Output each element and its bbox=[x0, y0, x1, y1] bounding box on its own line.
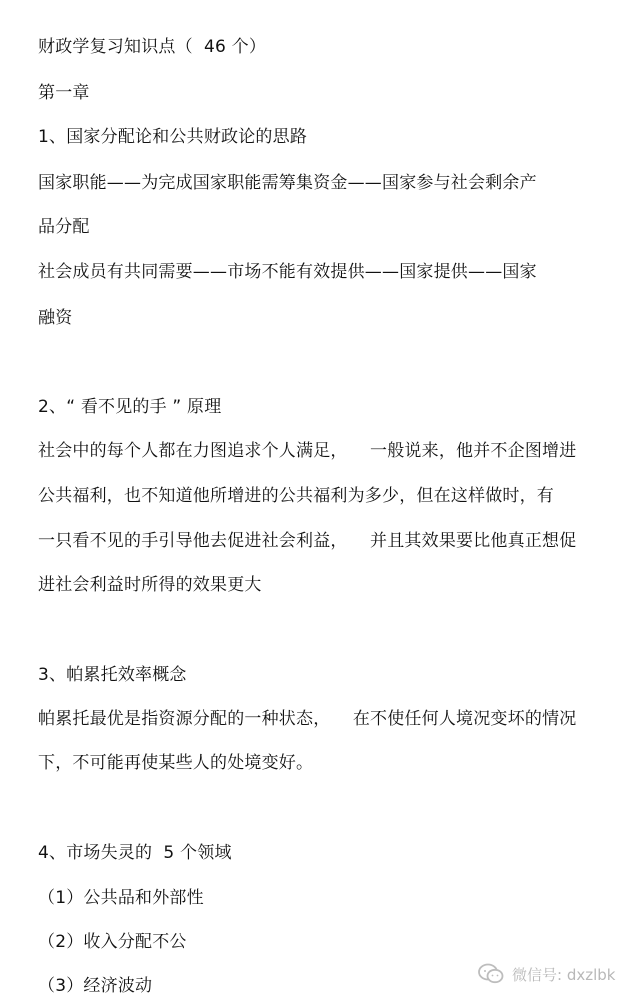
paragraph-line: 帕累托最优是指资源分配的一种状态， 在不使任何人境况变坏的情况 bbox=[38, 709, 577, 729]
watermark-text: 微信号: dxzlbk bbox=[512, 965, 616, 984]
watermark bbox=[478, 958, 615, 990]
wechat-icon bbox=[478, 963, 504, 985]
section-heading-4: 4、市场失灵的 5 个领域 bbox=[38, 843, 232, 863]
section-heading-2: 2、“ 看不见的手 ” 原理 bbox=[38, 397, 222, 417]
section-heading-3: 3、帕累托效率概念 bbox=[38, 665, 187, 685]
paragraph-line: 一只看不见的手引导他去促进社会利益， 并且其效果要比他真正想促 bbox=[38, 531, 577, 551]
paragraph-line: 社会成员有共同需要——市场不能有效提供——国家提供——国家 bbox=[38, 262, 537, 282]
list-item: （3）经济波动 bbox=[38, 976, 153, 996]
paragraph-line: 国家职能——为完成国家职能需筹集资金——国家参与社会剩余产 bbox=[38, 173, 537, 193]
paragraph-line: 融资 bbox=[38, 308, 73, 328]
paragraph-line: 社会中的每个人都在力图追求个人满足， 一般说来，他并不企图增进 bbox=[38, 441, 577, 461]
list-item: （2）收入分配不公 bbox=[38, 932, 187, 952]
paragraph-line: 下，不可能再使某些人的处境变好。 bbox=[38, 753, 314, 773]
document-title: 财政学复习知识点（ 46 个） bbox=[38, 37, 267, 57]
list-item: （1）公共品和外部性 bbox=[38, 888, 204, 908]
paragraph-line: 品分配 bbox=[38, 217, 90, 237]
section-heading-1: 1、国家分配论和公共财政论的思路 bbox=[38, 127, 308, 147]
paragraph-line: 进社会利益时所得的效果更大 bbox=[38, 575, 262, 595]
paragraph-line: 公共福利，也不知道他所增进的公共福利为多少，但在这样做时，有 bbox=[38, 486, 554, 506]
chapter-heading: 第一章 bbox=[38, 83, 90, 103]
